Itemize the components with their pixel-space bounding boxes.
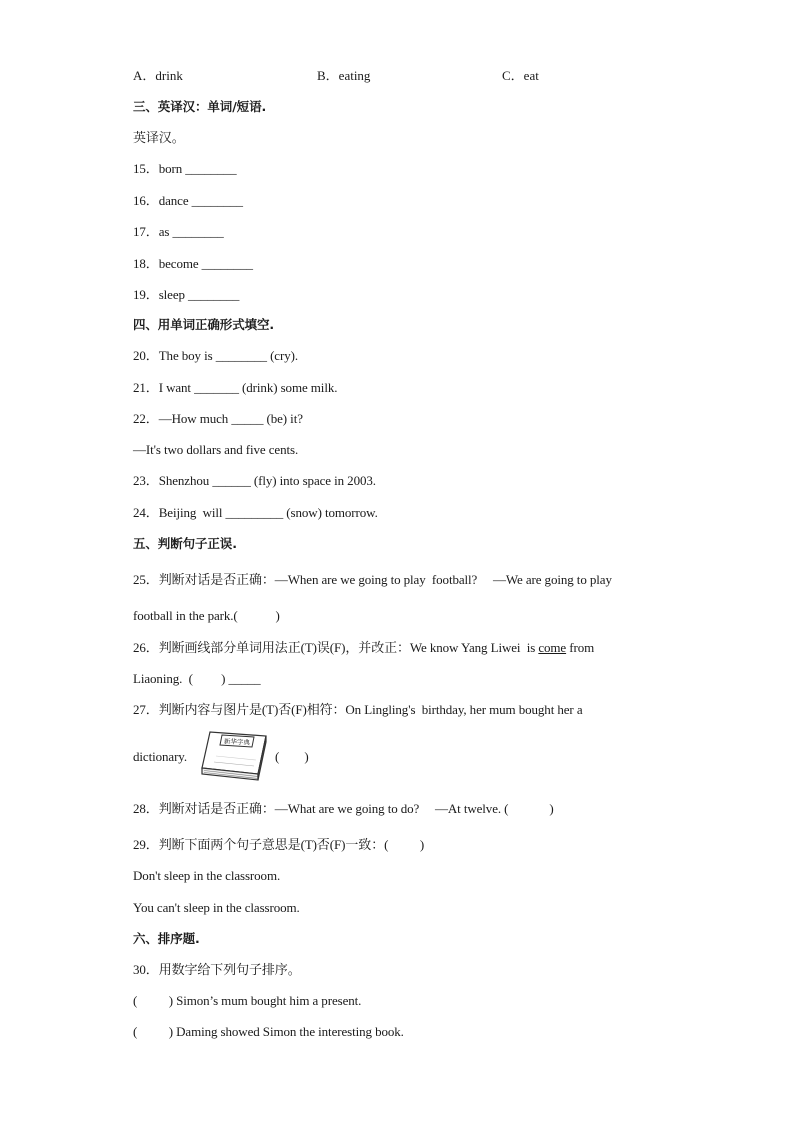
section-3-instruction: 英译汉。 [133,130,185,145]
question-26-line2: Liaoning. ( ) _____ [133,671,261,686]
option-b: B．eating [317,68,371,83]
question-23: 23．Shenzhou ______ (fly) into space in 2003. [133,473,376,488]
question-29: 29．判断下面两个句子意思是(T)否(F)一致：( ) [133,837,425,852]
book-cover-title: 新华字典 [223,737,251,747]
question-22-answer: —It's two dollars and five cents. [133,442,299,457]
dictionary-image [196,728,268,784]
ordering-item: ( ) Daming showed Simon the interesting book. [133,1024,404,1039]
question-25-line1: 25．判断对话是否正确：—When are we going to play football? —We are going to play [133,572,612,587]
underlined-word: come [538,640,567,655]
ordering-item: ( ) Simon’s mum bought him a present. [133,993,362,1008]
question-20: 20．The boy is ________ (cry). [133,348,298,363]
question-26-text: 26．判断画线部分单词用法正(T)误(F)，并改正：We know Yang Liwei is [133,640,539,655]
question-22: 22．—How much _____ (be) it? [133,411,303,426]
section-5-title: 五、判断句子正误. [133,536,237,551]
question-26-tail: from [566,640,595,655]
question-26-line1 [133,640,594,656]
question-29-sentence-2: You can't sleep in the classroom. [133,900,300,915]
question-19: 19．sleep ________ [133,287,240,302]
question-16: 16．dance ________ [133,193,243,208]
section-3-title: 三、英译汉：单词/短语. [133,99,267,114]
question-27-blank: ( ) [275,749,309,764]
question-28: 28．判断对话是否正确：—What are we going to do? —At twelve. ( ) [133,801,554,816]
question-21: 21．I want _______ (drink) some milk. [133,380,338,395]
option-c: C．eat [502,68,539,83]
question-18: 18．become ________ [133,256,253,271]
question-24: 24．Beijing will _________ (snow) tomorrow. [133,505,378,520]
question-17: 17．as ________ [133,224,224,239]
option-a: A．drink [133,68,183,83]
section-6-title: 六、排序题. [133,931,200,946]
question-30: 30．用数字给下列句子排序。 [133,962,301,977]
question-27-word: dictionary. [133,749,188,764]
question-25-line2: football in the park.( ) [133,608,280,623]
section-4-title: 四、用单词正确形式填空. [133,317,275,332]
question-29-sentence-1: Don't sleep in the classroom. [133,868,281,883]
question-27-line1: 27．判断内容与图片是(T)否(F)相符：On Lingling's birthday, her mum bought her a [133,702,583,717]
question-15: 15．born ________ [133,161,237,176]
